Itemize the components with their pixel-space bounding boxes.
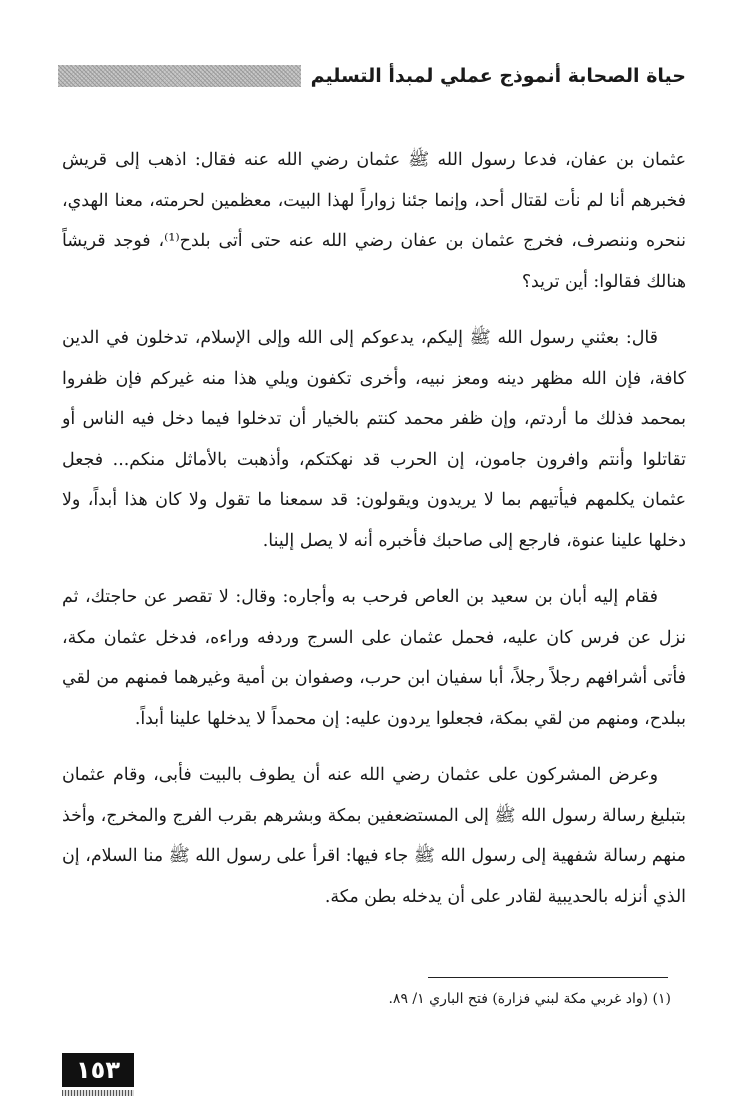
header-decorative-bar (58, 65, 301, 87)
page-number-decoration (62, 1090, 134, 1096)
paragraph-1: عثمان بن عفان، فدعا رسول الله ﷺ عثمان رضي الله عنه فقال: اذهب إلى قريش فخبرهم أنا لم نأت لقتال أحد، وإنما جئنا زواراً لهذا البيت، معظمين لحرمته، معنا الهدي، ننحره وننصرف، فخرج عثمان بن عفان رضي الله عنه حتى أتى بلدح⁽¹⁾، فوجد قريشاً هنالك فقالوا: أين تريد؟ (62, 150, 686, 292)
paragraph-2: قال: بعثني رسول الله ﷺ إليكم، يدعوكم إلى الله وإلى الإسلام، تدخلون في الدين كافة، فإن الله مظهر دينه ومعز نبيه، وأخرى تكفون ويلي هذا منه غيركم فإن ظفروا بمحمد فذلك ما أردتم، وإن ظفر محمد كنتم بالخيار أن تدخلوا فيما دخل فيه الناس أو تقاتلوا وأنتم وافرون جامون، إن الحرب قد نهكتكم، وأذهبت بالأماثل منكم... فجعل عثمان يكلمهم فيأتيهم بما لا يريدون ويقولون: قد سمعنا ما تقول ولا كان هذا أبداً، ولا دخلها علينا عنوة، فارجع إلى صاحبك فأخبره أنه لا يصل إلينا. (62, 328, 686, 551)
body-text (62, 140, 686, 933)
paragraph-4: وعرض المشركون على عثمان رضي الله عنه أن يطوف بالبيت فأبى، وقام عثمان بتبليغ رسالة رسول الله ﷺ إلى المستضعفين بمكة وبشرهم بقرب الفرج والمخرج، وأخذ منهم رسالة شفهية إلى رسول الله ﷺ جاء فيها: اقرأ على رسول الله ﷺ منا السلام، إن الذي أنزله بالحديبية لقادر على أن يدخله بطن مكة. (62, 765, 686, 907)
footnote-separator (428, 977, 668, 978)
paragraph-3: فقام إليه أبان بن سعيد بن العاص فرحب به وأجاره: وقال: لا تقصر عن حاجتك، ثم نزل عن فرس كان عليه، فحمل عثمان على السرج وردفه وراءه، فدخل عثمان مكة، فأتى أشرافهم رجلاً رجلاً، أبا سفيان ابن حرب، وصفوان بن أمية وغيرهما فمنهم من لقي ببلدح، ومنهم من لقي بمكة، فجعلوا يردون عليه: إن محمداً لا يدخلها علينا أبداً. (62, 587, 686, 729)
footnote: (١) (واد غربي مكة لبني فزارة) فتح الباري ١/ ٨٩. (388, 991, 671, 1007)
header-title: حياة الصحابة أنموذج عملي لمبدأ التسليم (310, 65, 686, 87)
page-number: ١٥٣ (62, 1053, 134, 1087)
running-header (58, 58, 686, 94)
